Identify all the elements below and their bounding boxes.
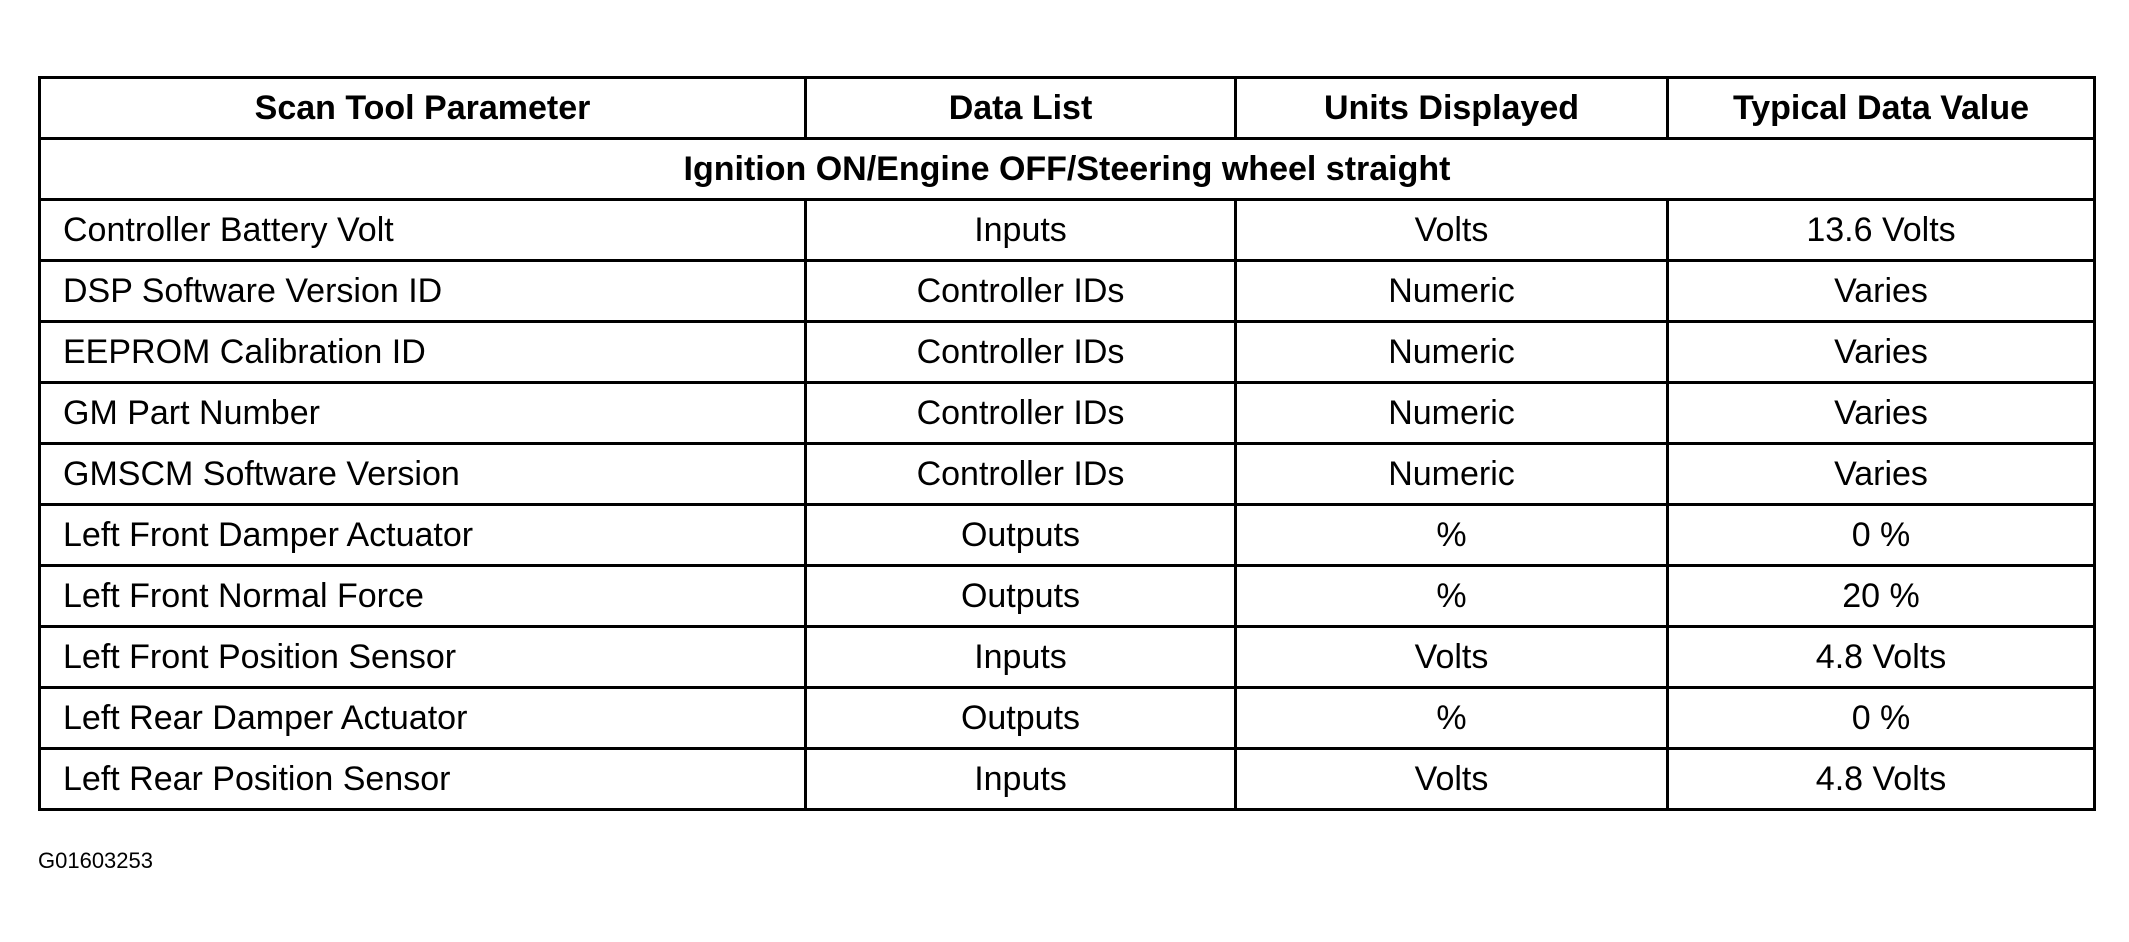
data-list-cell: Outputs [806,505,1236,566]
parameter-cell: Left Rear Damper Actuator [40,688,806,749]
data-list-cell: Outputs [806,566,1236,627]
table-row [40,383,2095,444]
scan-tool-data-table-container [38,76,2093,811]
typical-value-cell: Varies [1668,444,2095,505]
units-cell: Volts [1236,627,1668,688]
units-cell: Numeric [1236,444,1668,505]
units-cell: Numeric [1236,322,1668,383]
parameter-cell: GM Part Number [40,383,806,444]
units-cell: % [1236,505,1668,566]
units-cell: % [1236,566,1668,627]
data-list-cell: Inputs [806,627,1236,688]
data-list-cell: Outputs [806,688,1236,749]
header-row [40,78,2095,139]
parameter-cell: Left Front Damper Actuator [40,505,806,566]
units-cell: Volts [1236,200,1668,261]
data-list-cell: Inputs [806,749,1236,810]
table-row [40,749,2095,810]
data-list-cell: Controller IDs [806,444,1236,505]
scan-tool-data-table [38,76,2096,811]
typical-value-cell: Varies [1668,322,2095,383]
typical-value-cell: Varies [1668,261,2095,322]
typical-value-cell: 0 % [1668,505,2095,566]
data-list-cell: Controller IDs [806,322,1236,383]
typical-value-cell: 13.6 Volts [1668,200,2095,261]
header-scan-tool-parameter: Scan Tool Parameter [40,78,806,139]
parameter-cell: DSP Software Version ID [40,261,806,322]
parameter-cell: Left Front Normal Force [40,566,806,627]
header-units-displayed: Units Displayed [1236,78,1668,139]
header-data-list: Data List [806,78,1236,139]
units-cell: Volts [1236,749,1668,810]
table-row [40,688,2095,749]
typical-value-cell: Varies [1668,383,2095,444]
data-list-cell: Controller IDs [806,383,1236,444]
parameter-cell: Controller Battery Volt [40,200,806,261]
units-cell: Numeric [1236,261,1668,322]
table-row [40,200,2095,261]
table-row [40,322,2095,383]
data-list-cell: Controller IDs [806,261,1236,322]
table-row [40,505,2095,566]
data-list-cell: Inputs [806,200,1236,261]
table-row [40,261,2095,322]
parameter-cell: Left Front Position Sensor [40,627,806,688]
parameter-cell: EEPROM Calibration ID [40,322,806,383]
typical-value-cell: 20 % [1668,566,2095,627]
table-row [40,444,2095,505]
typical-value-cell: 0 % [1668,688,2095,749]
table-row [40,627,2095,688]
parameter-cell: GMSCM Software Version [40,444,806,505]
typical-value-cell: 4.8 Volts [1668,749,2095,810]
typical-value-cell: 4.8 Volts [1668,627,2095,688]
table-row [40,566,2095,627]
units-cell: % [1236,688,1668,749]
test-condition: Ignition ON/Engine OFF/Steering wheel straight [40,139,2095,200]
parameter-cell: Left Rear Position Sensor [40,749,806,810]
units-cell: Numeric [1236,383,1668,444]
figure-id: G01603253 [38,848,153,873]
header-typical-data-value: Typical Data Value [1668,78,2095,139]
condition-row [40,139,2095,200]
